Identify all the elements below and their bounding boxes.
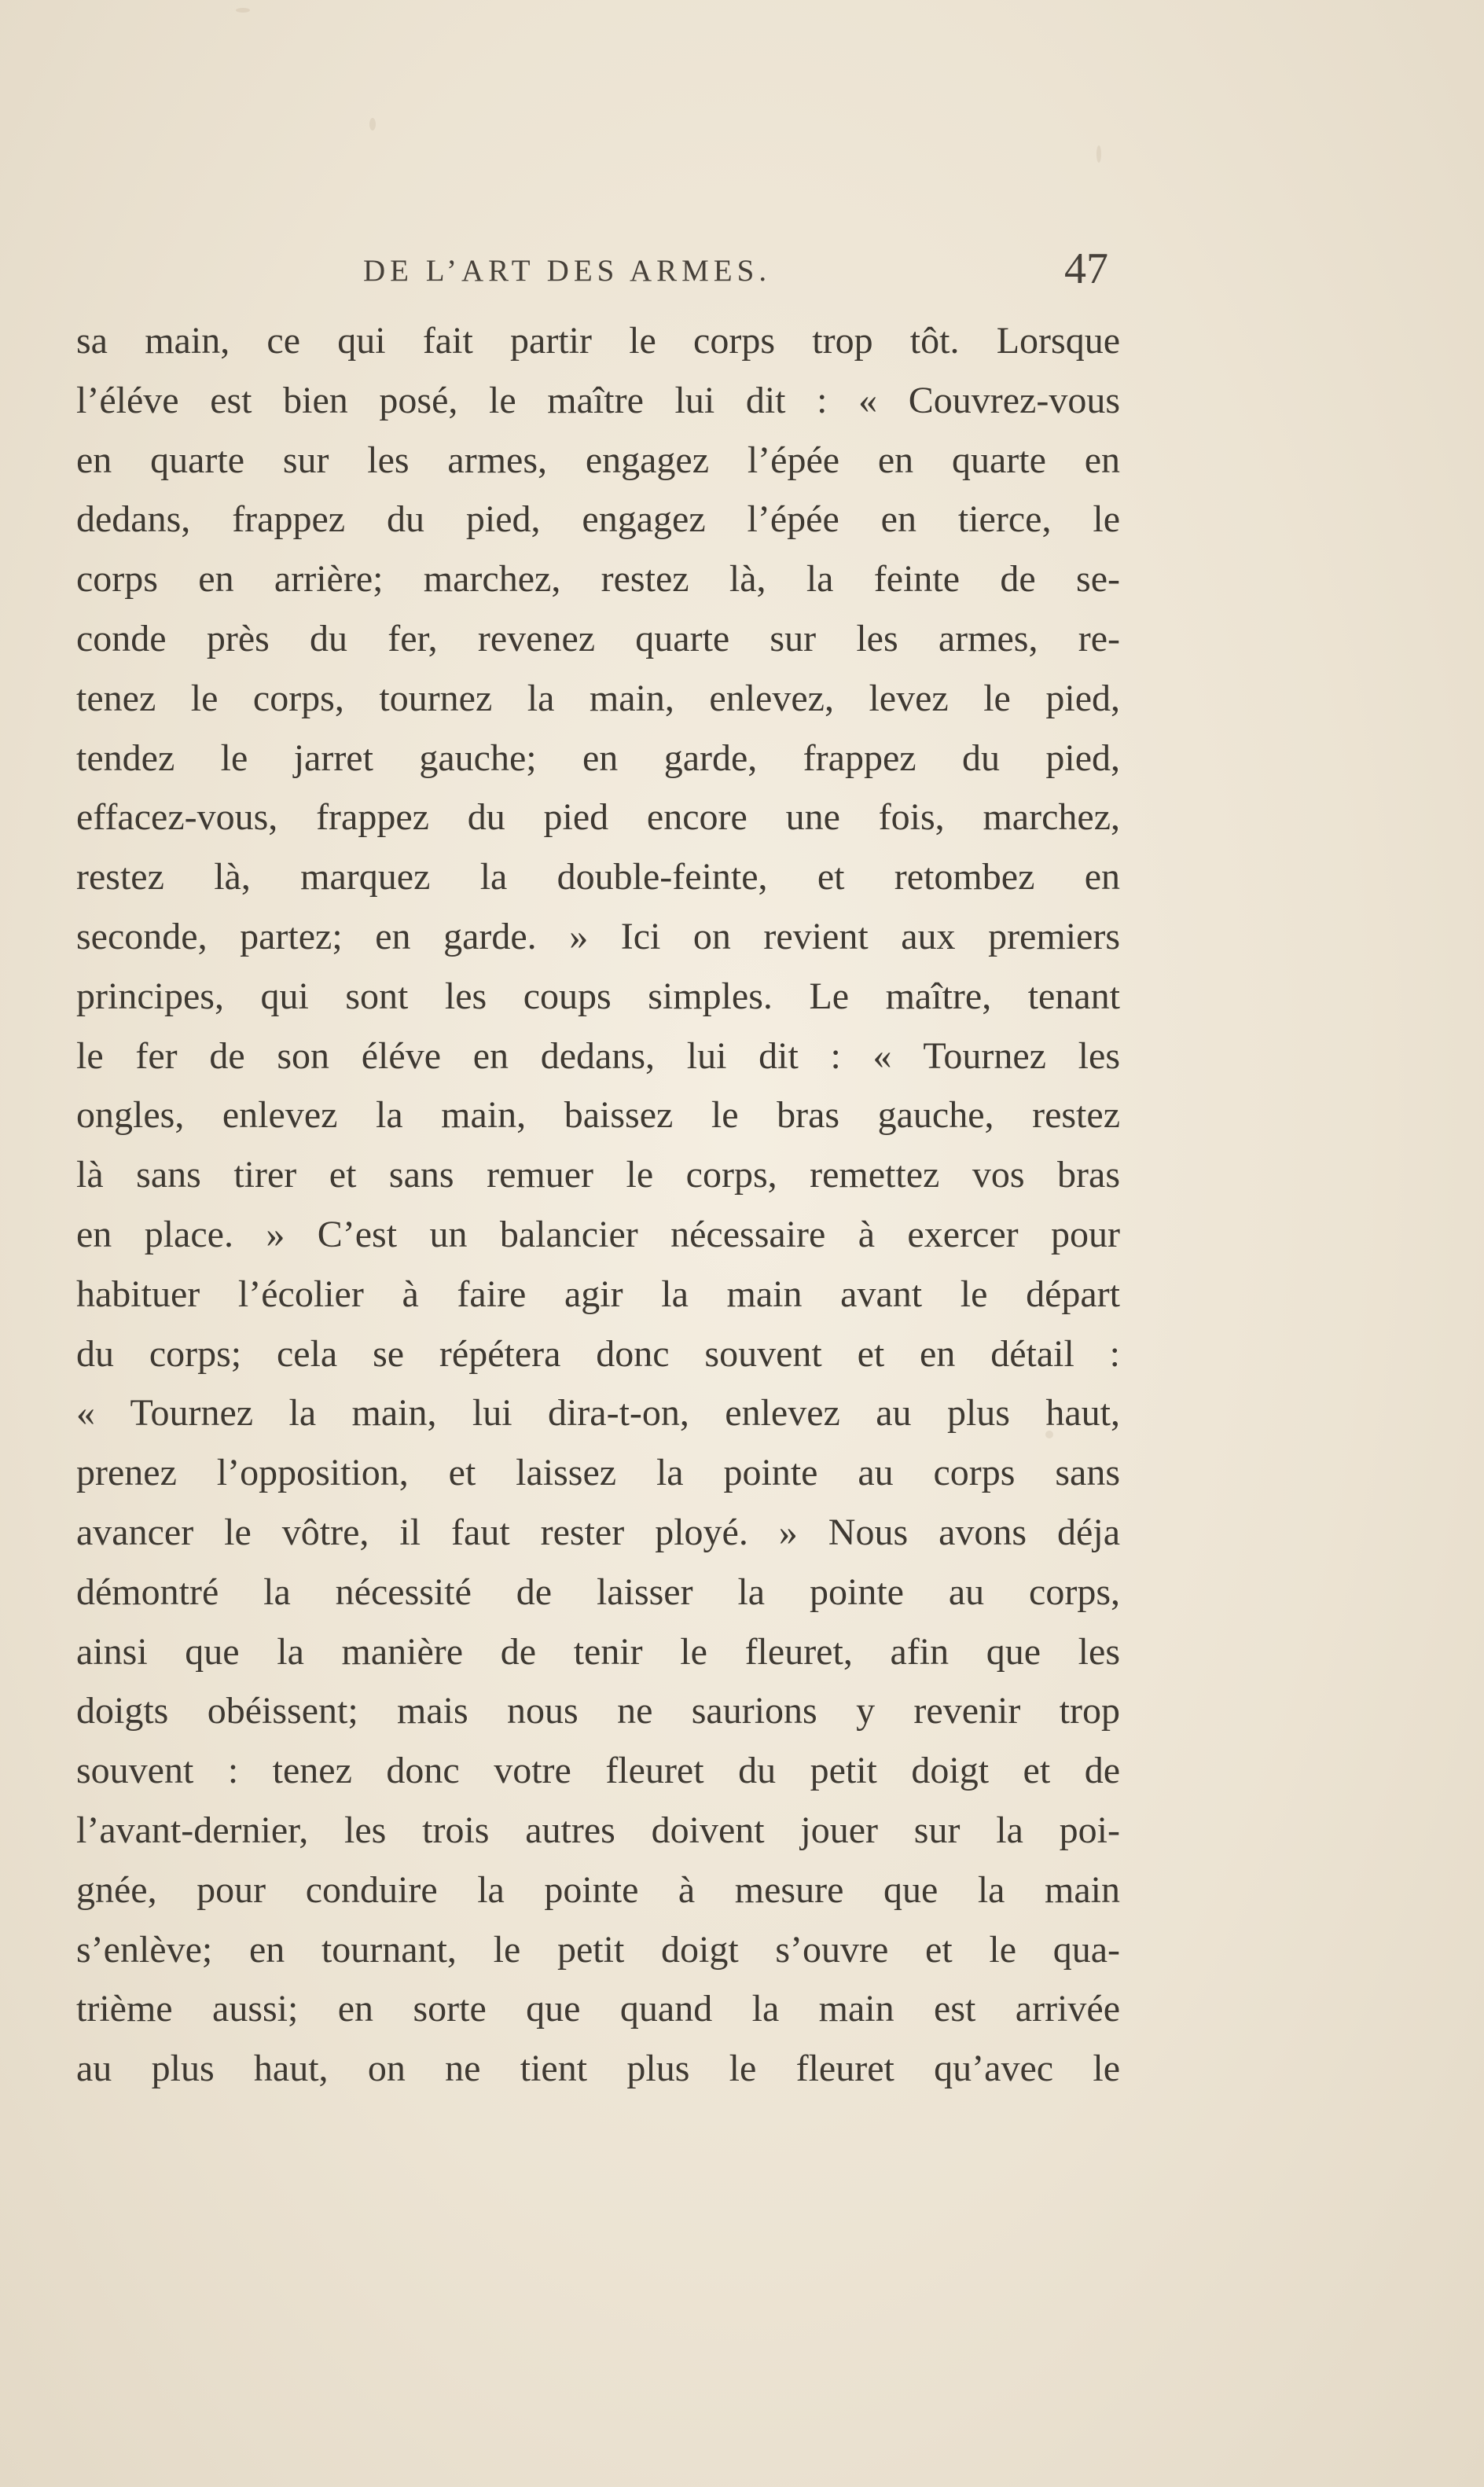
text-line: du corps; cela se répétera donc souvent et en détail : — [76, 1332, 1120, 1375]
text-line: trième aussi; en sorte que quand la main est arrivée — [76, 1988, 1120, 2030]
text-line: « Tournez la main, lui dira-t-on, enlevez au plus haut, — [76, 1392, 1120, 1435]
paper-stain — [236, 8, 250, 13]
text-line: en quarte sur les armes, engagez l’épée en quarte en — [76, 439, 1120, 481]
text-line: tendez le jarret gauche; en garde, frappez du pied, — [76, 737, 1120, 779]
text-line: ainsi que la manière de tenir le fleuret, afin que les — [76, 1630, 1120, 1673]
text-line: avancer le vôtre, il faut rester ployé. » Nous avons déja — [76, 1511, 1120, 1553]
text-line: prenez l’opposition, et laissez la pointe au corps sans — [76, 1452, 1120, 1494]
text-line: le fer de son éléve en dedans, lui dit : « Tournez les — [76, 1034, 1120, 1077]
text-line: l’éléve est bien posé, le maître lui dit : « Couvrez-vous — [76, 379, 1120, 421]
text-line: habituer l’écolier à faire agir la main avant le départ — [76, 1273, 1120, 1315]
text-line: l’avant-dernier, les trois autres doivent jouer sur la poi- — [76, 1809, 1120, 1851]
text-line: s’enlève; en tournant, le petit doigt s’ouvre et le qua- — [76, 1928, 1120, 1971]
paper-stain — [369, 118, 376, 130]
text-line: doigts obéissent; mais nous ne saurions y revenir trop — [76, 1690, 1120, 1732]
page-number: 47 — [1064, 244, 1108, 293]
text-line: gnée, pour conduire la pointe à mesure que la main — [76, 1868, 1120, 1911]
text-line: là sans tirer et sans remuer le corps, remettez vos bras — [76, 1154, 1120, 1196]
text-line: sa main, ce qui fait partir le corps trop tôt. Lorsque — [76, 320, 1120, 362]
text-line: dedans, frappez du pied, engagez l’épée en tierce, le — [76, 498, 1120, 541]
text-line: ongles, enlevez la main, baissez le bras gauche, restez — [76, 1094, 1120, 1137]
text-line: souvent : tenez donc votre fleuret du petit doigt et de — [76, 1750, 1120, 1792]
body-text — [76, 311, 1120, 2099]
text-line: en place. » C’est un balancier nécessaire à exercer pour — [76, 1213, 1120, 1255]
text-line: seconde, partez; en garde. » Ici on revient aux premiers — [76, 915, 1120, 957]
text-line: principes, qui sont les coups simples. Le maître, tenant — [76, 975, 1120, 1017]
text-line: démontré la nécessité de laisser la pointe au corps, — [76, 1570, 1120, 1613]
paper-stain — [1096, 145, 1101, 163]
text-line: au plus haut, on ne tient plus le fleuret qu’avec le — [76, 2048, 1120, 2090]
text-line: corps en arrière; marchez, restez là, la feinte de se- — [76, 558, 1120, 601]
text-line: conde près du fer, revenez quarte sur les armes, re- — [76, 617, 1120, 659]
running-title: DE L’ART DES ARMES. — [363, 254, 772, 288]
text-line: effacez-vous, frappez du pied encore une fois, marchez, — [76, 796, 1120, 839]
text-line: restez là, marquez la double-feinte, et retombez en — [76, 856, 1120, 898]
text-line: tenez le corps, tournez la main, enlevez, levez le pied, — [76, 677, 1120, 719]
